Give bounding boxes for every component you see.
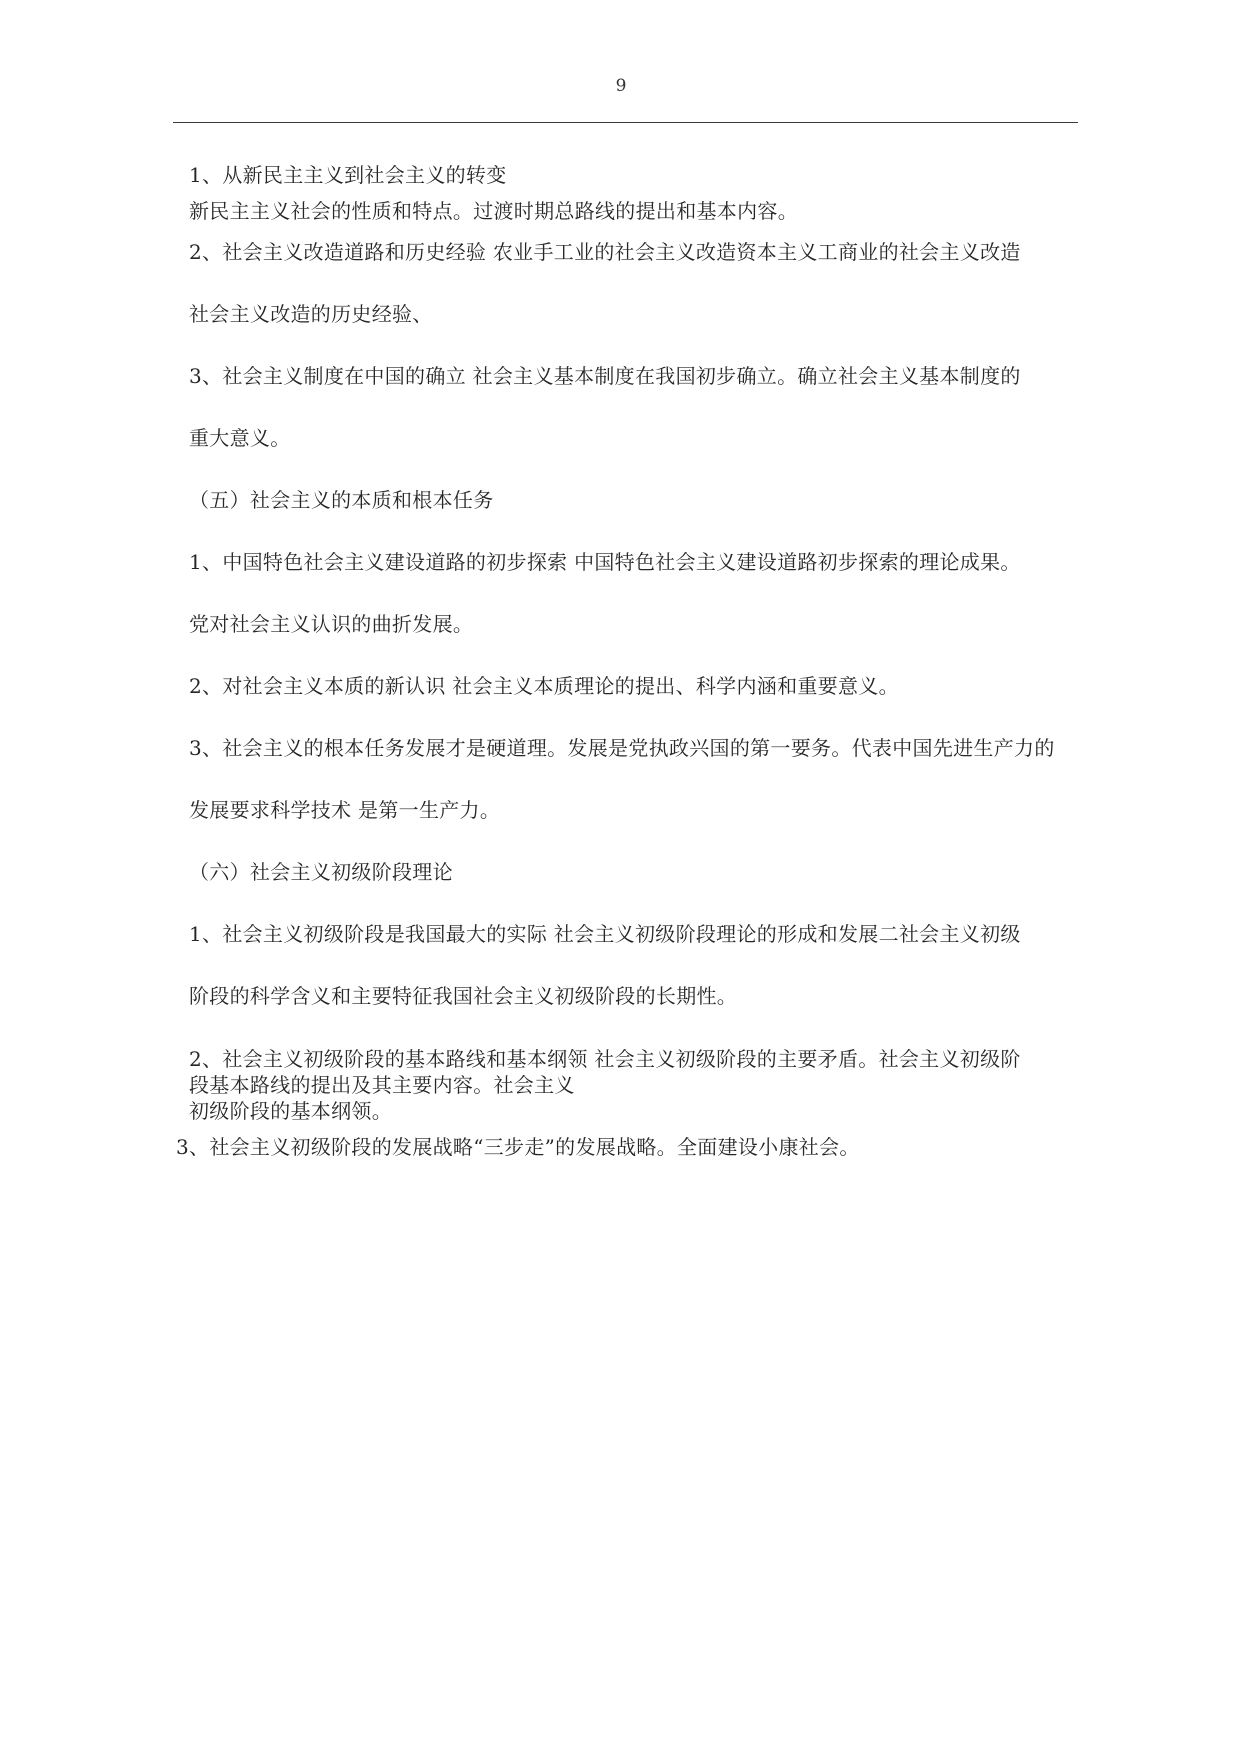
text-line-12: 发展要求科学技术 是第一生产力。 <box>189 798 501 822</box>
text-line-9: 党对社会主义认识的曲折发展。 <box>189 612 474 636</box>
text-line-19: 3、社会主义初级阶段的发展战略“三步走”的发展战略。全面建设小康社会。 <box>176 1135 860 1159</box>
section-heading-5: （五）社会主义的本质和根本任务 <box>189 488 494 512</box>
text-line-6: 重大意义。 <box>189 426 291 450</box>
text-line-1: 1、从新民主主义到社会主义的转变 <box>189 163 507 187</box>
text-line-14: 1、社会主义初级阶段是我国最大的实际 社会主义初级阶段理论的形成和发展二社会主义初级 <box>189 922 1021 946</box>
text-line-17: 段基本路线的提出及其主要内容。社会主义 <box>189 1073 575 1097</box>
section-heading-6: （六）社会主义初级阶段理论 <box>189 860 453 884</box>
text-line-15: 阶段的科学含义和主要特征我国社会主义初级阶段的长期性。 <box>189 984 738 1008</box>
header-rule <box>173 122 1078 123</box>
text-line-5: 3、社会主义制度在中国的确立 社会主义基本制度在我国初步确立。确立社会主义基本制度的 <box>189 364 1021 388</box>
text-line-11: 3、社会主义的根本任务发展才是硬道理。发展是党执政兴国的第一要务。代表中国先进生产力的 <box>189 736 1055 760</box>
text-line-3: 2、社会主义改造道路和历史经验 农业手工业的社会主义改造资本主义工商业的社会主义改造 <box>189 240 1021 264</box>
text-line-2: 新民主主义社会的性质和特点。过渡时期总路线的提出和基本内容。 <box>189 199 798 223</box>
text-line-18: 初级阶段的基本纲领。 <box>189 1099 392 1123</box>
text-line-10: 2、对社会主义本质的新认识 社会主义本质理论的提出、科学内涵和重要意义。 <box>189 674 899 698</box>
text-line-16: 2、社会主义初级阶段的基本路线和基本纲领 社会主义初级阶段的主要矛盾。社会主义初级阶 <box>189 1047 1021 1071</box>
text-line-4: 社会主义改造的历史经验、 <box>189 302 433 326</box>
text-line-8: 1、中国特色社会主义建设道路的初步探索 中国特色社会主义建设道路初步探索的理论成果。 <box>189 550 1021 574</box>
page-number: 9 <box>615 76 627 96</box>
